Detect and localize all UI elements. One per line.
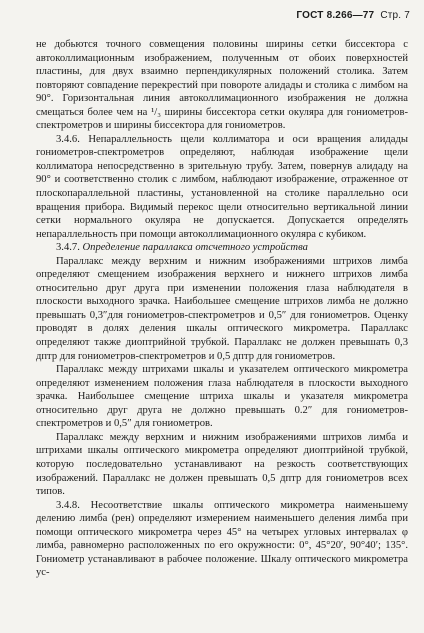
section-title: Определение параллакса отсчетного устройства (82, 242, 308, 254)
paragraph-continuation: не добьются точного совмещения половины ширины сетки биссектора с автоколлимационным изображением, полученным от обоих поверхностей пластины, для двух взаимно перпендикулярных положений столика. Затем повторяют совпадение перекрестий при повороте алидады и столика с лимбом на 90°. Горизонтальная линия автоколлимационного изображения не должна смещаться более чем на ¹/₃ ширины биссектора сетки окуляра для гониометров-спектрометров и ширины биссектора для гониометров. (36, 39, 408, 132)
paragraph-3-4-8: 3.4.8. Несоответствие шкалы оптического микрометра наименьшему делению лимба (рен) определяют измерением наименьшего деления лимба при помощи оптического микрометра через 45° на четырех угловых интервалах φ лимба, равномерно расположенных по его окружности: 0°, 45°20′, 90°40′; 135°. Гониометр устанавливают в рабочее положение. Шкалу оптического микрометра ус- (36, 499, 408, 579)
paragraph-parallax-limb: Параллакс между верхним и нижним изображениями штрихов лимба определяют смещением изображения верхнего и нижнего штрихов лимба относительно друг друга при изменении положения глаза наблюдателя в плоскости выходного зрачка. Наибольшее смещение штрихов лимба не должно превышать 0,3″для гониометров-спектрометров и 0,5″ для гониометров. Оценку проводят в долях деления шкалы оптического микрометра. Параллакс определяют также диоптрийной трубкой. Параллакс не должен превышать 0,3 дптр для гониометров-спектрометров и 0,5 дптр для гониометров. (36, 255, 408, 362)
standard-number: ГОСТ 8.266—77 (296, 10, 375, 21)
paragraph-3-4-6: 3.4.6. Непараллельность щели коллиматора и оси вращения алидады гониометров-спектрометров определяют, наблюдая изображение щели коллиматора непосредственно в зрительную трубу. Затем, повернув алидаду на 90° и соответственно столик с лимбом, наблюдают изображение, отраженное от плоскопараллельной пластины, установленной на столике параллельно оси вращения прибора. Видимый перекос щели относительно вертикальной линии сетки нормального окуляра не допускается. Допускается определять непараллельность при помощи автоколлимационного окуляра с кубиком. (36, 133, 408, 240)
document-body (36, 38, 408, 580)
paragraph-parallax-limb-scale: Параллакс между верхним и нижним изображениями штрихов лимба и штрихами шкалы оптического микрометра определяют диоптрийной трубкой, которую последовательно устанавливают на резкость соответствующих изображений. Параллакс не должен превышать 0,5 дптр для гониометров всех типов. (36, 431, 408, 498)
section-heading-3-4-7 (36, 241, 408, 255)
section-number: 3.4.7. (56, 242, 80, 254)
page-header (296, 10, 410, 21)
paragraph-parallax-micrometer: Параллакс между штрихами шкалы и указателем оптического микрометра определяют изменением положения глаза наблюдателя в плоскости выходного зрачка. Наибольшее смещение штриха шкалы и указателя микрометра относительно друг друга не должно превышать 0.2″ для гониометров-спектрометров и 0,5″ для гониометров. (36, 364, 408, 430)
page-number: Стр. 7 (380, 10, 410, 21)
